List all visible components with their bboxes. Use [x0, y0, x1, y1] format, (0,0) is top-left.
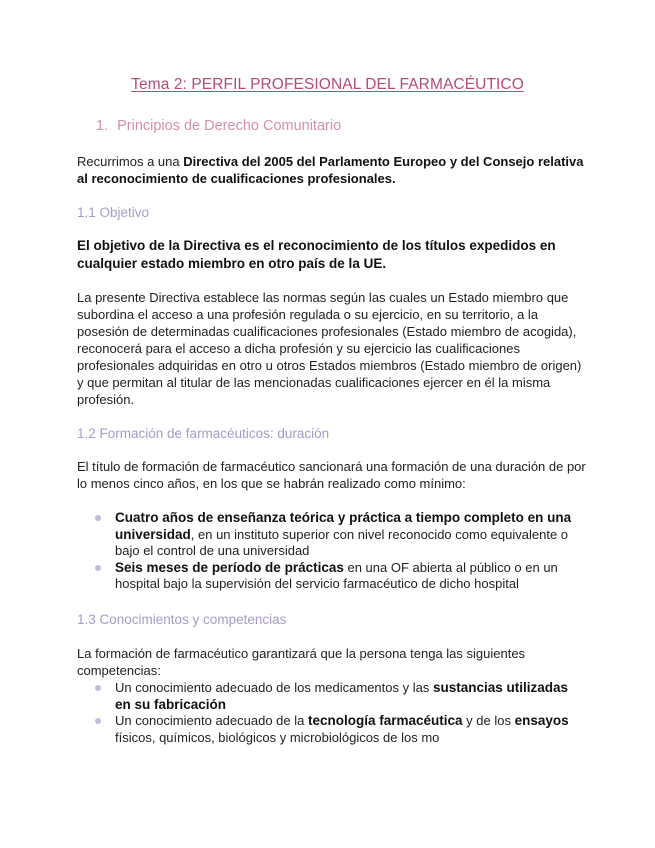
section-number: 1.	[96, 118, 109, 134]
formacion-list	[77, 510, 577, 593]
list-item	[77, 560, 577, 593]
document-title: Tema 2: PERFIL PROFESIONAL DEL FARMACÉUTICO	[131, 76, 524, 93]
list-item-text: , en un instituto superior con nivel reconocido como equivalente o bajo el control de una universidad	[115, 526, 569, 558]
list-item-text: Un conocimiento adecuado de los medicamentos y las	[115, 680, 433, 695]
bullet-icon	[95, 718, 101, 724]
list-item	[77, 510, 577, 560]
list-item-text: en una OF abierta al público o en un hospital bajo la supervisión del servicio farmacéutico de dicho hospital	[115, 559, 558, 591]
section-heading-1	[96, 118, 341, 134]
conocimientos-paragraph: La formación de farmacéutico garantizará que la persona tenga las siguientes competencias:	[77, 646, 526, 678]
list-item	[77, 680, 577, 713]
list-item-text: Un conocimiento adecuado de la	[115, 713, 308, 728]
list-item-bold: Cuatro años de enseñanza teórica y práctica a tiempo completo en una universidad	[115, 510, 572, 542]
subsection-heading-formacion: 1.2 Formación de farmacéuticos: duración	[77, 426, 330, 441]
objetivo-bold-paragraph: El objetivo de la Directiva es el reconocimiento de los títulos expedidos en cualquier estado miembro en otro país de la UE.	[77, 238, 556, 271]
list-item-text: y de los	[462, 713, 515, 728]
intro-text: Recurrimos a una	[77, 154, 184, 169]
subsection-heading-conocimientos: 1.3 Conocimientos y competencias	[77, 612, 287, 627]
conocimientos-list	[77, 680, 577, 746]
bullet-icon	[95, 515, 101, 521]
intro-bold-text: Directiva del 2005 del Parlamento Europeo y del Consejo relativa al reconocimiento de cualificaciones profesionales.	[77, 154, 584, 186]
list-item-text: físicos, químicos, biológicos y microbiológicos de los mo	[115, 729, 440, 745]
list-item-bold: ensayos	[514, 713, 569, 728]
list-item	[77, 713, 577, 746]
intro-paragraph	[77, 153, 587, 187]
bullet-icon	[95, 685, 101, 691]
section-heading-text: Principios de Derecho Comunitario	[117, 118, 342, 134]
formacion-paragraph: El título de formación de farmacéutico sancionará una formación de una duración de por lo menos cinco años, en los que se habrán realizado como mínimo:	[77, 459, 586, 491]
list-item-bold: Seis meses de período de prácticas	[115, 559, 344, 575]
subsection-heading-objetivo: 1.1 Objetivo	[77, 205, 150, 220]
list-item-bold: tecnología farmacéutica	[307, 713, 463, 728]
list-item-bold: sustancias utilizadas en su fabricación	[115, 680, 569, 712]
objetivo-paragraph: La presente Directiva establece las normas según las cuales un Estado miembro que subordina el acceso a una profesión regulada o su ejercicio, en su territorio, a la posesión de determinadas cualificaciones profesionales (Estado miembro de acogida), reconocerá para el acceso a dicha profesión y su ejercicio las cualificaciones profesionales adquiridas en otro u otros Estados miembros (Estado miembro de origen) y que permitan al titular de las mencionadas cualificaciones ejercer en él la misma profesión.	[77, 290, 582, 407]
bullet-icon	[95, 565, 101, 571]
